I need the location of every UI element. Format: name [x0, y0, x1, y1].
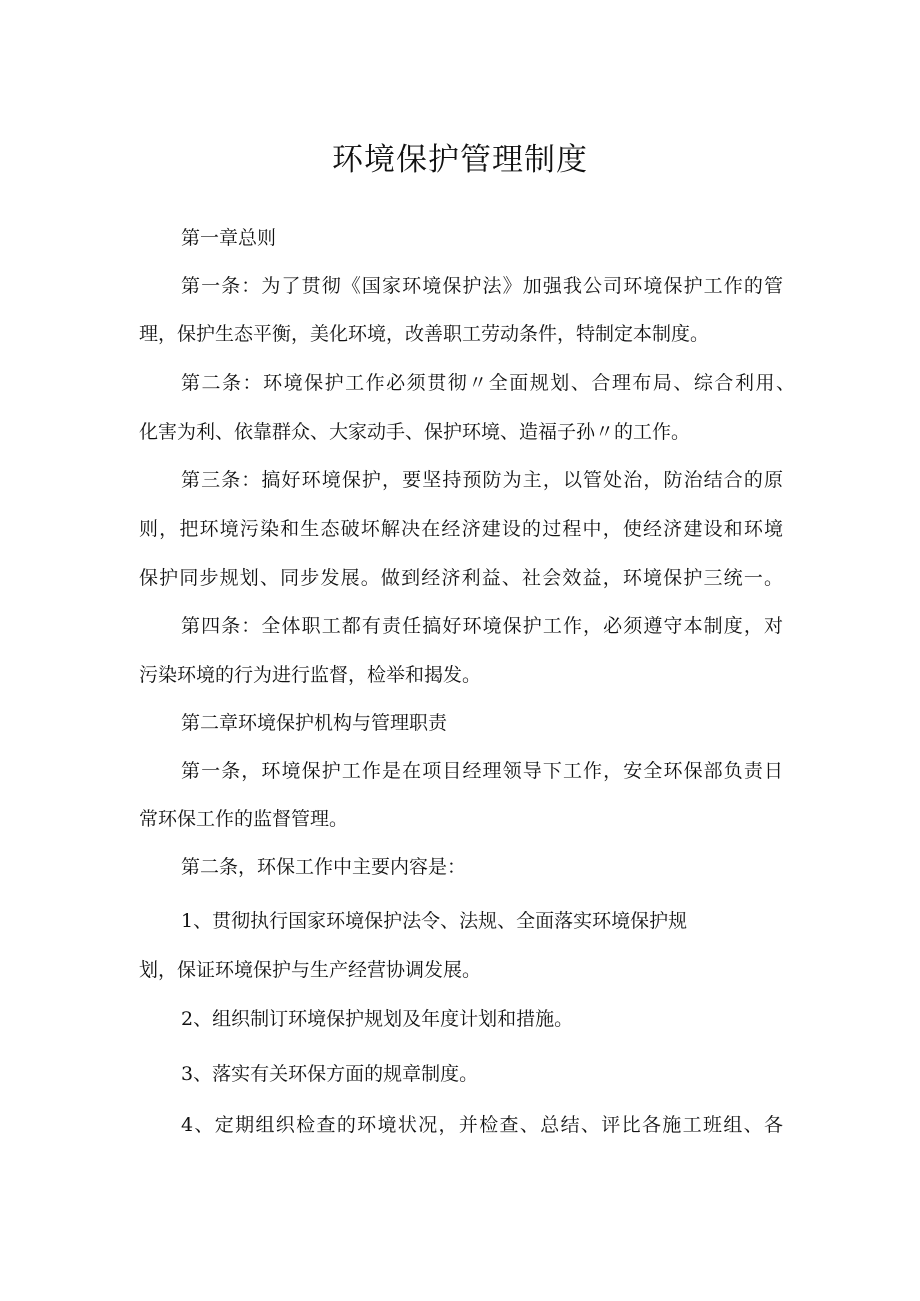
paragraph-line: 第一条，环境保护工作是在项目经理领导下工作，安全环保部负责日 [181, 760, 783, 782]
paragraph-line: 污染环境的行为进行监督，检举和揭发。 [139, 664, 482, 686]
chapter-heading: 第二章环境保护机构与管理职责 [181, 712, 448, 734]
paragraph-line: 第二条：环境保护工作必须贯彻〃全面规划、合理布局、综合利用、 [181, 372, 795, 394]
paragraph-line: 第三条：搞好环境保护，要坚持预防为主，以管处治，防治结合的原 [181, 469, 783, 491]
paragraph-line: 化害为利、依靠群众、大家动手、保护环境、造福子孙〃的工作。 [139, 421, 691, 443]
document-title: 环境保护管理制度 [332, 142, 588, 178]
paragraph-line: 理，保护生态平衡，美化环境，改善职工劳动条件，特制定本制度。 [139, 323, 710, 345]
list-item: 2、组织制订环境保护规划及年度计划和措施。 [181, 1008, 574, 1030]
list-item: 1、贯彻执行国家环境保护法令、法规、全面落实环境保护规 [181, 910, 688, 932]
list-item: 4、定期组织检查的环境状况，并检查、总结、评比各施工班组、各 [181, 1114, 783, 1136]
paragraph-line: 则，把环境污染和生态破坏解决在经济建设的过程中，使经济建设和环境 [139, 518, 783, 540]
chapter-heading: 第一章总则 [181, 227, 277, 249]
paragraph-line: 第二条，环保工作中主要内容是： [181, 856, 467, 878]
paragraph-line: 保护同步规划、同步发展。做到经济利益、社会效益，环境保护三统一。 [139, 567, 783, 589]
paragraph-line: 第一条：为了贯彻《国家环境保护法》加强我公司环境保护工作的管 [181, 275, 783, 297]
paragraph-line: 第四条：全体职工都有责任搞好环境保护工作，必须遵守本制度，对 [181, 615, 783, 637]
list-item: 3、落实有关环保方面的规章制度。 [181, 1063, 479, 1085]
paragraph-line: 常环保工作的监督管理。 [139, 808, 349, 830]
list-item-continuation: 划，保证环境保护与生产经营协调发展。 [139, 959, 482, 981]
